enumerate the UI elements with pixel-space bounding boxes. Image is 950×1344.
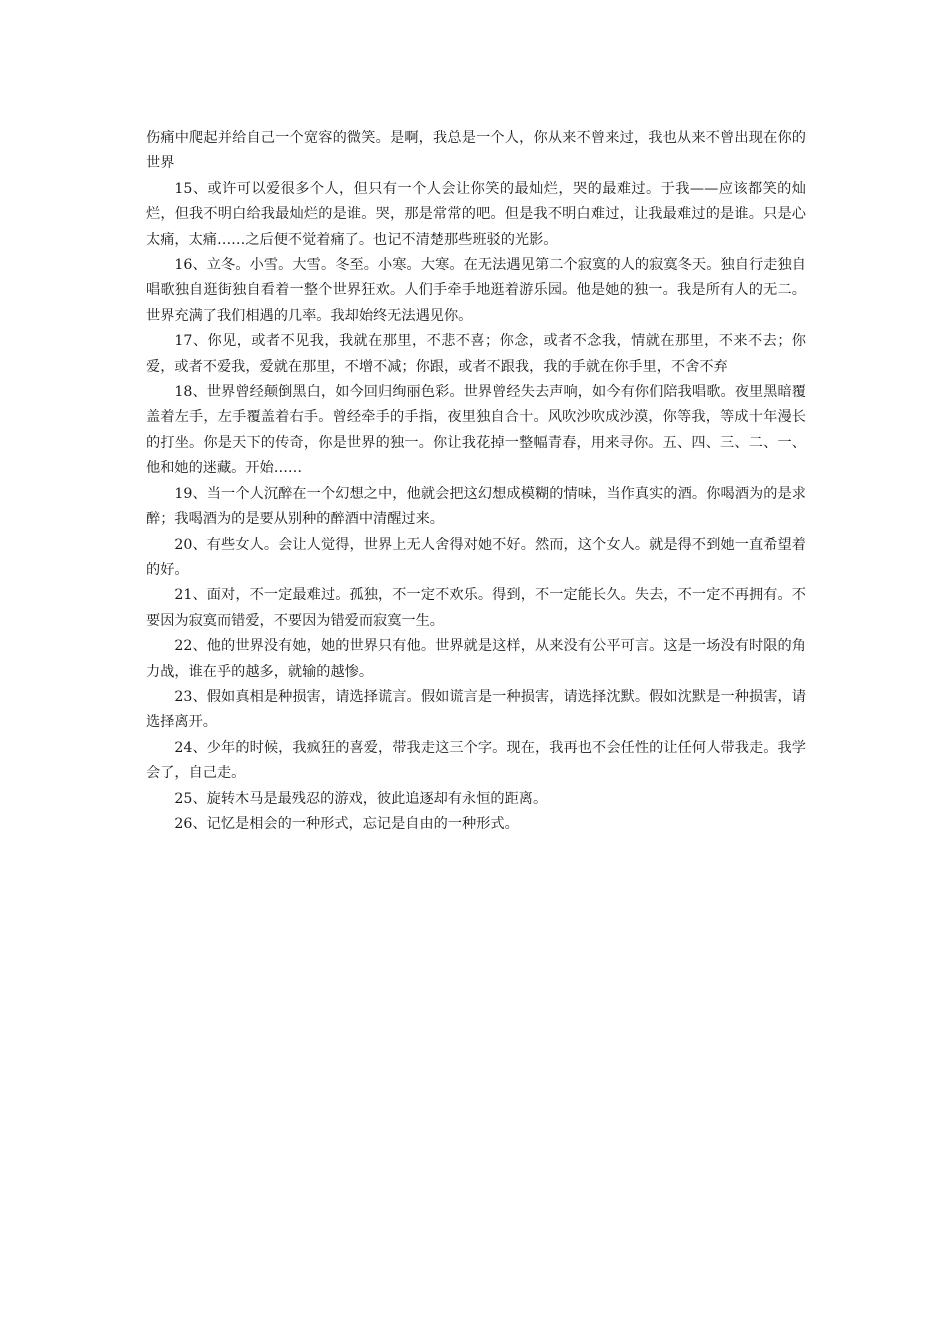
paragraph-15: 15、或许可以爱很多个人，但只有一个人会让你笑的最灿烂，哭的最难过。于我——应该都笑的灿烂，但我不明白给我最灿烂的是谁。哭，那是常常的吧。但是我不明白难过，让我最难过的是谁。只是心太痛，太痛……之后便不觉着痛了。也记不清楚那些班驳的光影。	[146, 180, 806, 248]
paragraph-21: 21、面对，不一定最难过。孤独，不一定不欢乐。得到，不一定能长久。失去，不一定不再拥有。不要因为寂寞而错爱，不要因为错爱而寂寞一生。	[146, 587, 806, 629]
paragraph-26: 26、记忆是相会的一种形式，忘记是自由的一种形式。	[174, 815, 519, 832]
paragraph-23: 23、假如真相是种损害，请选择谎言。假如谎言是一种损害，请选择沈默。假如沈默是一种损害，请选择离开。	[146, 688, 806, 731]
paragraph-continuation: 伤痛中爬起并给自己一个宽容的微笑。是啊，我总是一个人，你从来不曾来过，我也从来不曾出现在你的世界	[146, 130, 806, 172]
paragraph-17: 17、你见，或者不见我，我就在那里，不悲不喜；你念，或者不念我，情就在那里，不来不去；你爱，或者不爱我，爱就在那里，不增不减；你跟，或者不跟我，我的手就在你手里，不舍不弃	[146, 333, 806, 375]
paragraph-16: 16、立冬。小雪。大雪。冬至。小寒。大寒。在无法遇见第二个寂寞的人的寂寞冬天。独自行走独自唱歌独自逛街独自看着一整个世界狂欢。人们手牵手地逛着游乐园。他是她的独一。我是所有人的无二。世界充满了我们相遇的几率。我却始终无法遇见你。	[146, 257, 806, 324]
paragraph-22: 22、他的世界没有她，她的世界只有他。世界就是这样，从来没有公平可言。这是一场没有时限的角力战，谁在乎的越多，就输的越惨。	[146, 638, 806, 680]
document-body	[146, 126, 806, 837]
paragraph-24: 24、少年的时候，我疯狂的喜爱，带我走这三个字。现在，我再也不会任性的让任何人带我走。我学会了，自己走。	[146, 739, 806, 782]
paragraph-18: 18、世界曾经颠倒黑白，如今回归绚丽色彩。世界曾经失去声响，如今有你们陪我唱歌。夜里黑暗覆盖着左手，左手覆盖着右手。曾经牵手的手指，夜里独自合十。风吹沙吹成沙漠，你等我，等成十年漫长的打坐。你是天下的传奇，你是世界的独一。你让我花掉一整幅青春，用来寻你。五、四、三、二、一、他和她的迷藏。开始……	[146, 384, 806, 477]
paragraph-19: 19、当一个人沉醉在一个幻想之中，他就会把这幻想成模糊的情味，当作真实的酒。你喝酒为的是求醉；我喝酒为的是要从别种的醉酒中清醒过来。	[146, 485, 806, 528]
paragraph-20: 20、有些女人。会让人觉得，世界上无人舍得对她不好。然而，这个女人。就是得不到她一直希望着的好。	[146, 536, 806, 578]
paragraph-25: 25、旋转木马是最残忍的游戏，彼此追逐却有永恒的距离。	[174, 790, 548, 807]
